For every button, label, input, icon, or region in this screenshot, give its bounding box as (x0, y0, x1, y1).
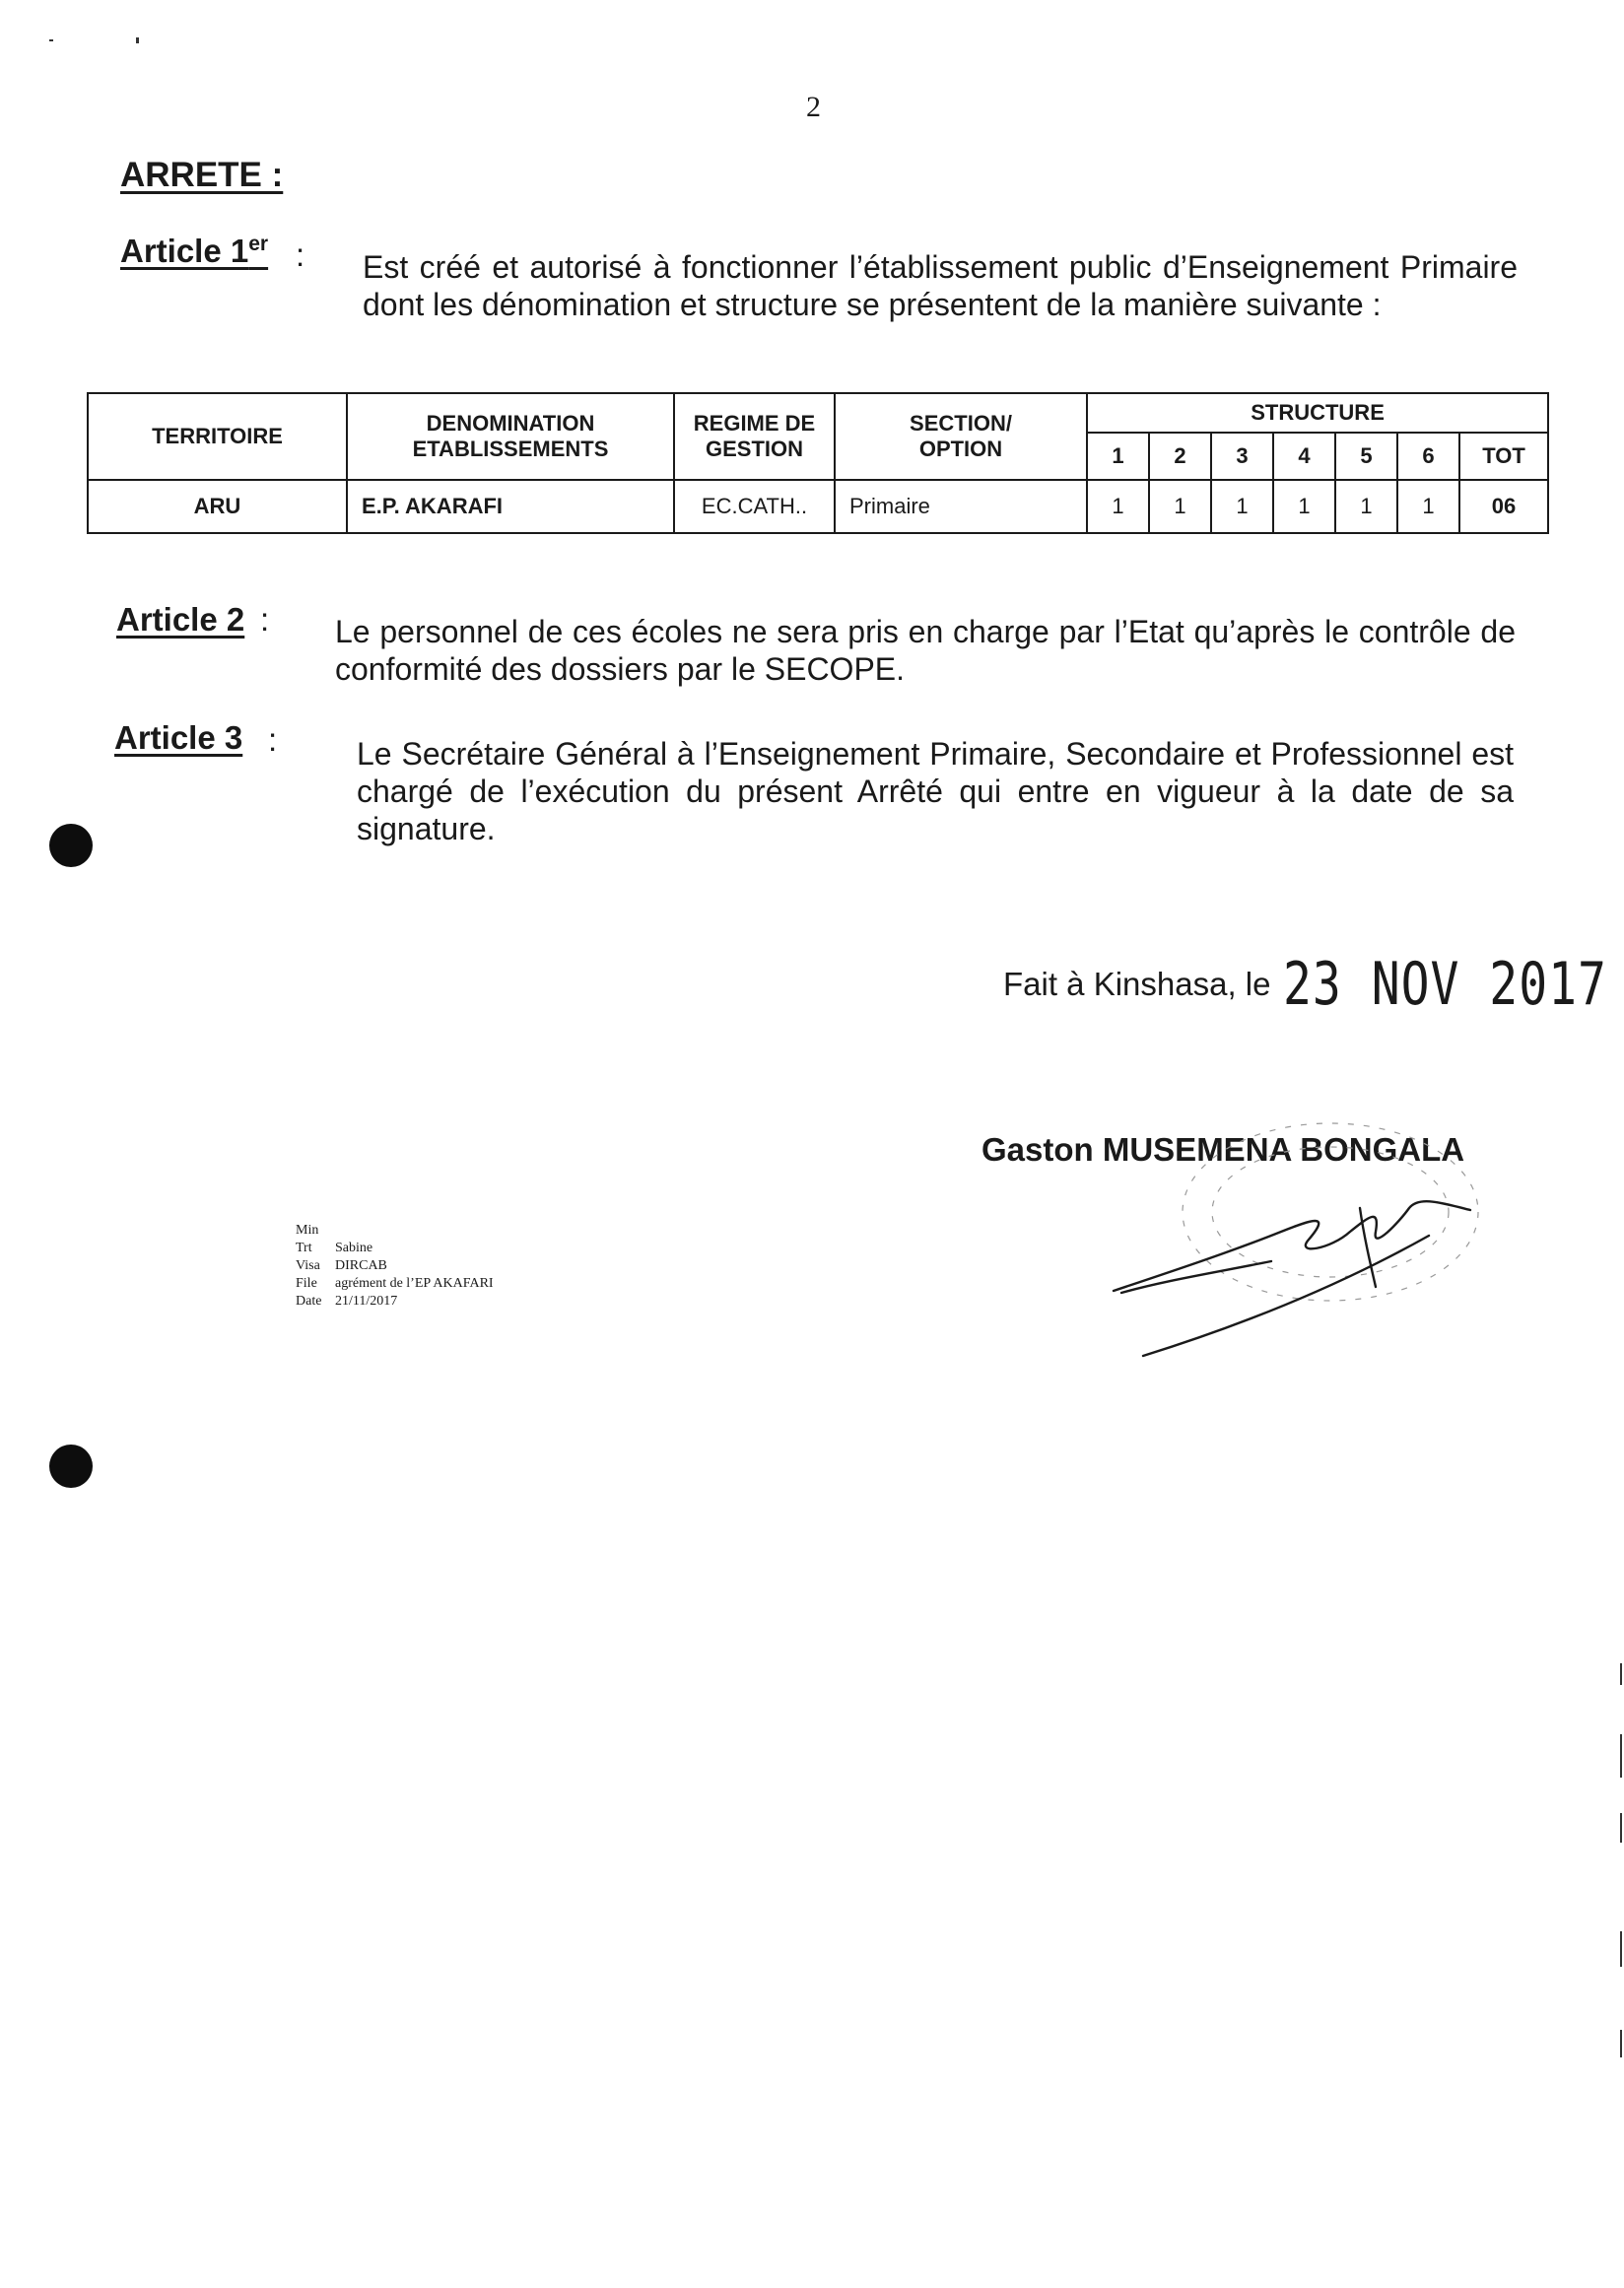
filing-row (296, 1240, 494, 1257)
cell-denomination: E.P. AKARAFI (347, 480, 674, 533)
header-section: SECTION/ OPTION (835, 393, 1087, 480)
header-structure-col: 2 (1149, 433, 1211, 480)
signatory-name: Gaston MUSEMENA BONGALA (981, 1131, 1465, 1168)
article-2-text: Le personnel de ces écoles ne sera pris en charge par l’Etat qu’après le contrôle de conformité des dossiers par le SECOPE. (335, 614, 1516, 687)
filing-key: Trt (296, 1241, 312, 1255)
cell-structure: 1 (1087, 480, 1149, 533)
header-denomination: DENOMINATION ETABLISSEMENTS (347, 393, 674, 480)
cell-territoire: ARU (88, 480, 347, 533)
scan-edge-mark (1620, 1663, 1622, 1685)
cell-structure: 1 (1397, 480, 1459, 533)
header-territoire: TERRITOIRE (88, 393, 347, 480)
filing-row (296, 1293, 494, 1311)
article-1-colon: : (296, 236, 305, 273)
filing-value: 21/11/2017 (335, 1294, 398, 1309)
article-3-label: Article 3 (114, 719, 243, 756)
table-row (88, 480, 1548, 533)
faded-seal (1183, 1123, 1478, 1301)
filing-row (296, 1275, 494, 1293)
scan-speck (49, 39, 53, 41)
article-1-label (120, 233, 268, 270)
filing-key: File (296, 1276, 317, 1291)
article-2-colon: : (260, 601, 270, 638)
arrete-heading: ARRETE : (120, 156, 284, 194)
scan-edge-mark (1620, 1931, 1622, 1967)
article-1-label-text: Article 1 (120, 233, 249, 269)
scan-speck (136, 37, 139, 43)
scan-edge-mark (1620, 1813, 1622, 1843)
header-structure-col: 3 (1211, 433, 1273, 480)
filing-note (296, 1222, 494, 1311)
header-structure: STRUCTURE (1087, 393, 1548, 433)
cell-structure-total: 06 (1459, 480, 1548, 533)
header-regime: REGIME DE GESTION (674, 393, 835, 480)
cell-structure: 1 (1273, 480, 1335, 533)
header-structure-col: 4 (1273, 433, 1335, 480)
signature-date-stamp: 23 NOV 2017 (1283, 950, 1607, 1019)
filing-row (296, 1257, 494, 1275)
filing-value: agrément de l’EP AKAFARI (335, 1276, 494, 1291)
cell-structure: 1 (1335, 480, 1397, 533)
header-structure-col: TOT (1459, 433, 1548, 480)
article-2-label: Article 2 (116, 601, 245, 638)
scan-edge-mark (1620, 2030, 1622, 2057)
filing-key: Visa (296, 1258, 320, 1273)
scan-edge-mark (1620, 1734, 1622, 1778)
header-structure-col: 6 (1397, 433, 1459, 480)
cell-structure: 1 (1149, 480, 1211, 533)
article-3-colon: : (268, 721, 278, 758)
punch-hole (49, 1445, 93, 1488)
page-number: 2 (806, 91, 821, 123)
handwritten-signature (1084, 1113, 1518, 1380)
article-3-text: Le Secrétaire Général à l’Enseignement Primaire, Secondaire et Professionnel est chargé de l’exécution du présent Arrêté qui entre en vigueur à la date de sa signature. (357, 736, 1514, 846)
filing-value: Sabine (335, 1241, 373, 1255)
article-1-text: Est créé et autorisé à fonctionner l’établissement public d’Enseignement Primaire dont les dénomination et structure se présentent de la manière suivante : (363, 249, 1518, 322)
filing-key: Min (296, 1223, 319, 1238)
punch-hole (49, 824, 93, 867)
article-1-label-sup: er (248, 233, 269, 255)
cell-regime: EC.CATH.. (674, 480, 835, 533)
header-structure-col: 1 (1087, 433, 1149, 480)
filing-key: Date (296, 1294, 322, 1309)
cell-structure: 1 (1211, 480, 1273, 533)
filing-row (296, 1222, 494, 1240)
signature-place: Fait à Kinshasa, le (1003, 966, 1271, 1002)
filing-value: DIRCAB (335, 1258, 387, 1273)
header-structure-col: 5 (1335, 433, 1397, 480)
schools-table (87, 392, 1549, 534)
cell-section: Primaire (835, 480, 1087, 533)
